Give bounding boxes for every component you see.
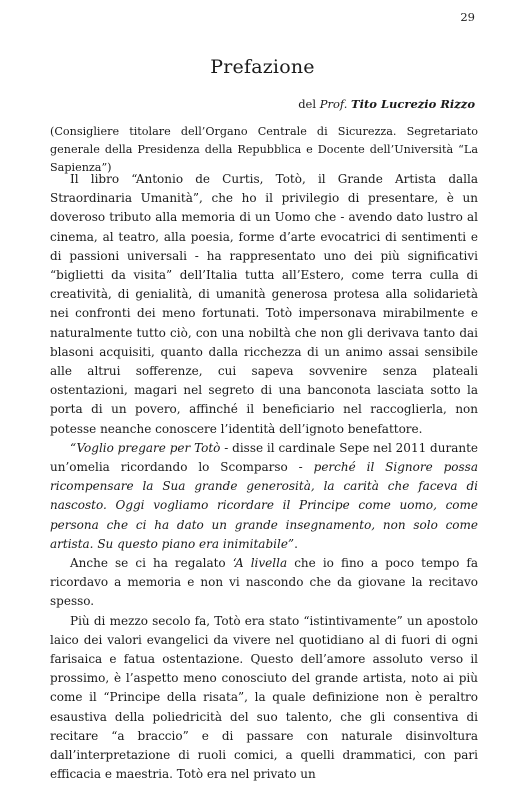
body-text (50, 170, 478, 785)
author-prefix: del (298, 97, 317, 111)
author-affiliation: (Consigliere titolare dell’Organo Centrale di Sicurezza. Segretariato generale della Presidenza della Repubblica e Docente dell’Università “La Sapienza”) (50, 125, 478, 174)
author-title: Prof. (319, 97, 348, 111)
author-name: Tito Lucrezio Rizzo (351, 97, 475, 111)
quote-attribution: - disse il cardinale Sepe nel 2011 durante un’omelia ricordando lo Scomparso - (50, 440, 479, 475)
quote-italic-rest: perché il Signore possa ricompensare la Sua grande generosità, la carità che faceva di nascosto. Oggi vogliamo ricordare il Principe come uomo, come persona che ci ha dato un grande insegnamento, non solo come artista. Su questo piano era inimitabile” (50, 460, 478, 551)
paragraph-quote (50, 439, 478, 554)
quote-italic-open: “Voglio pregare per Totò (70, 440, 221, 455)
page-title: Prefazione (210, 56, 315, 78)
paragraph-rest: che io fino a poco tempo fa ricordavo a memoria e non vi nascondo che da giovane la recitavo spesso. (50, 556, 478, 609)
author-line (298, 97, 475, 111)
paragraph (50, 554, 478, 612)
paragraph-start: Anche se ci ha regalato (70, 556, 233, 571)
page-number: 29 (460, 10, 475, 24)
paragraph: Più di mezzo secolo fa, Totò era stato “istintivamente” un apostolo laico dei valori evangelici da vivere nel quotidiano al di fuori di ogni farisaica e fatua ostentazione. Questo dell’amore assoluto verso il prossimo, è l’aspetto meno conosciuto del grande artista, noto ai più come il “Principe della risata”, la quale definizione non è peraltro esaustiva della poliedricità del suo talento, che gli consentiva di recitare “a braccio” e di passare con naturale disinvoltura dall’interpretazione di ruoli comici, a quelli drammatici, con pari efficacia e maestria. Totò era nel privato un (50, 613, 478, 782)
paragraph: Il libro “Antonio de Curtis, Totò, il Grande Artista dalla Straordinaria Umanità”, che ho il privilegio di presentare, è un doveroso tributo alla memoria di un Uomo che - avendo dato lustro al cinema, al teatro, alla poesia, forme d’arte evocatrici di sentimenti e di passioni universali - ha rappresentato uno dei più significativi “biglietti da visita” dell’Italia tutta all’Estero, come terra culla di creatività, di genialità, di umanità generosa protesa alla solidarietà nei confronti dei meno fortunati. Totò impersonava mirabilmente e naturalmente tutto ciò, con una nobiltà che non gli derivava tanto dai blasoni acquisiti, quanto dalla ricchezza di un animo assai sensibile alle altrui sofferenze, cui sapeva sovvenire senza plateali ostentazioni, magari nel segreto di una banconota lasciata sotto la porta di un povero, affinché il beneficiario nel raccoglierla, non potesse neanche conoscere l’identità dell’ignoto benefattore. (50, 172, 478, 436)
quote-end: . (294, 536, 298, 551)
poem-title: ‘A livella (232, 556, 288, 571)
